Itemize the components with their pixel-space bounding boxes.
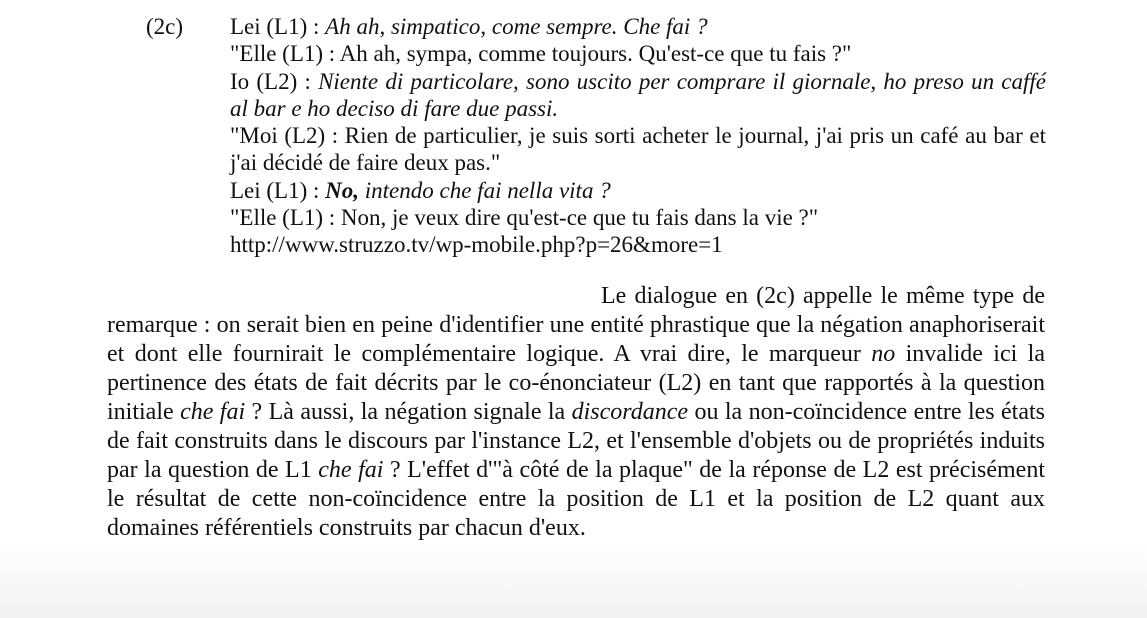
italic-term: no	[871, 341, 896, 367]
italic-term: che fai	[318, 457, 384, 483]
italian-utterance: Ah ah, simpatico, come sempre. Che fai ?	[325, 14, 708, 39]
example-label: (2c)	[146, 14, 184, 39]
paragraph-text: ou la non-coïncidence entre les états de fait construits dans le discours par l'instance L2, et l'ensemble d'objets ou de propriétés induits par la question de L1	[107, 399, 1046, 483]
emphasized-negation: No,	[325, 177, 360, 203]
paragraph-text: invalide ici la pertinence des états de fait décrits par le co-énonciateur (L2) en tant que rapportés à la question initiale	[107, 341, 1045, 425]
speaker-label: Io (L2) :	[230, 68, 319, 94]
example-line-5	[230, 177, 1046, 204]
speaker-label: Lei (L1) :	[230, 177, 326, 203]
speaker-label: Lei (L1) :	[230, 14, 326, 39]
example-line-6: "Elle (L1) : Non, je veux dire qu'est-ce que tu fais dans la vie ?"	[230, 205, 819, 231]
italic-term: che fai	[180, 399, 246, 425]
paragraph-text: ? L'effet d'"à côté de la plaque" de la réponse de L2 est précisément le résultat de cette non-coïncidence entre la position de L1 et la position de L2 quant aux domaines référentiels construits par chacun d'eux.	[107, 457, 1045, 541]
paragraph-text: Le dialogue en (2c) appelle le même type de remarque : on serait bien en peine d'identifier une entité phrastique que la négation anaphoriserait et dont elle fournirait le complémentaire logique. A vrai dire, le marqueur	[107, 283, 1045, 367]
example-line-1	[230, 13, 1046, 40]
italian-utterance: intendo che fai nella vita ?	[359, 177, 611, 203]
example-line-4: "Moi (L2) : Rien de particulier, je suis sorti acheter le journal, j'ai pris un café au bar et j'ai décidé de faire deux pas."	[230, 123, 1046, 176]
body-paragraph	[107, 282, 1045, 543]
source-url: http://www.struzzo.tv/wp-mobile.php?p=26&more=1	[230, 232, 723, 258]
example-line-3	[230, 68, 1046, 123]
paragraph-text: ? Là aussi, la négation signale la	[245, 399, 572, 425]
example-body	[230, 13, 1046, 259]
italian-utterance: Niente di particolare, sono uscito per comprare il giornale, ho preso un caffé al bar e ho deciso di fare due passi.	[230, 68, 1046, 121]
example-line-2: "Elle (L1) : Ah ah, sympa, comme toujours. Qu'est-ce que tu fais ?"	[230, 41, 852, 67]
italic-term: discordance	[571, 399, 689, 425]
